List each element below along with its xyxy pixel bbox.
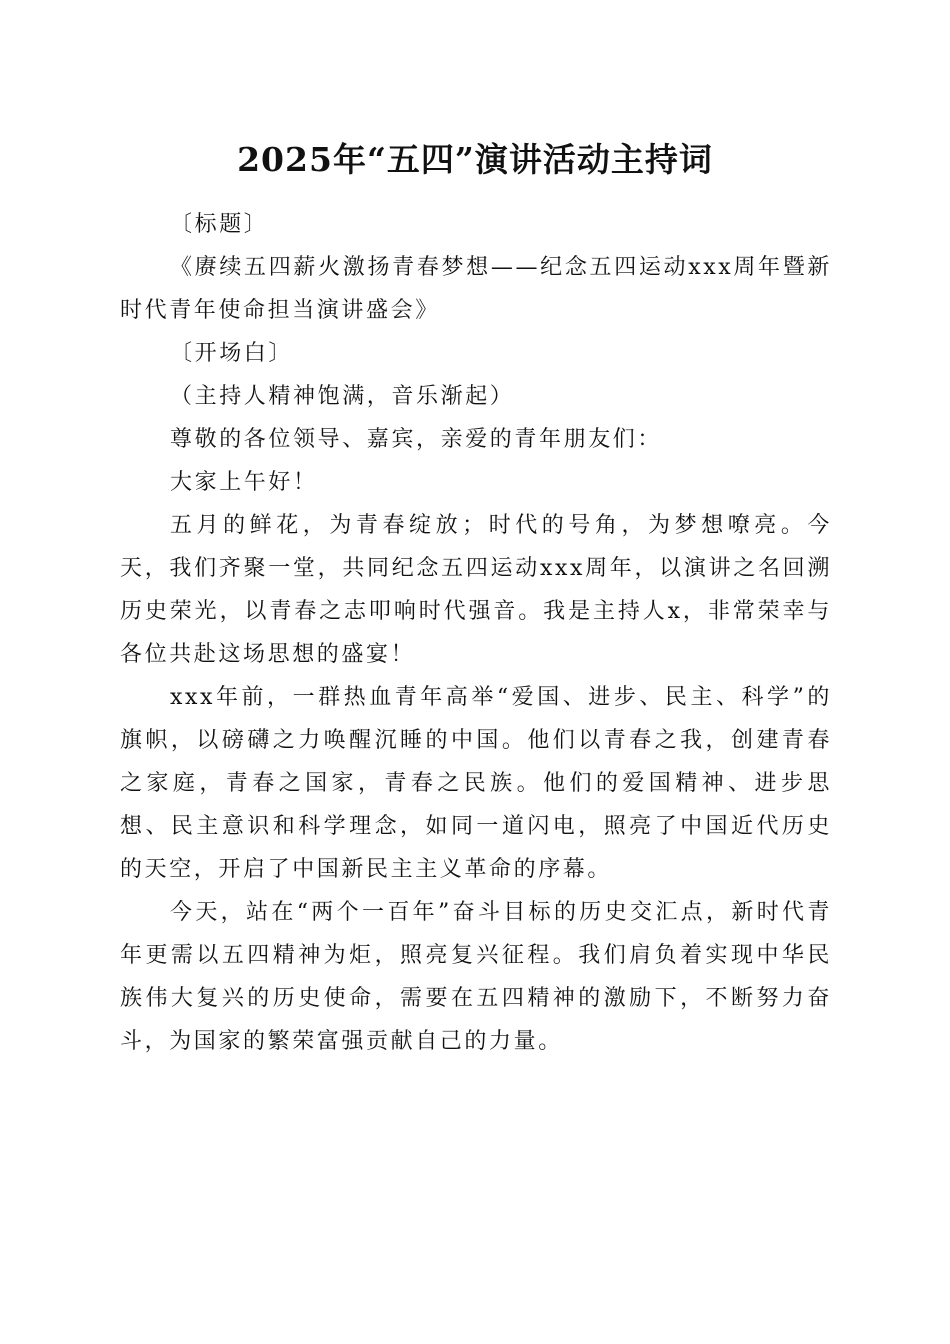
paragraph-greeting: 大家上午好！	[170, 470, 318, 495]
document-title: 2025年“五四”演讲活动主持词	[237, 140, 713, 179]
paragraph-salutation: 尊敬的各位领导、嘉宾，亲爱的青年朋友们：	[170, 427, 663, 452]
paragraph-intro: 五月的鲜花，为青春绽放；时代的号角，为梦想嘹亮。今天，我们齐聚一堂，共同纪念五四运动xxx周年，以演讲之名回溯历史荣光，以青春之志叩响时代强音。我是主持人x，非常荣幸与各位共赴这场思想的盛宴！	[120, 513, 832, 667]
paragraph-stage-direction: （主持人精神饱满，音乐渐起）	[170, 384, 515, 409]
paragraph-heading-label: 〔标题〕	[170, 212, 269, 237]
paragraph-today: 今天，站在“两个一百年”奋斗目标的历史交汇点，新时代青年更需以五四精神为炬，照亮复兴征程。我们肩负着实现中华民族伟大复兴的历史使命，需要在五四精神的激励下，不断努力奋斗，为国家的繁荣富强贡献自己的力量。	[120, 900, 832, 1054]
paragraph-event-title: 《赓续五四薪火激扬青春梦想——纪念五四运动xxx周年暨新时代青年使命担当演讲盛会》	[120, 255, 832, 323]
document-body	[120, 203, 832, 1063]
paragraph-opening-label: 〔开场白〕	[170, 341, 294, 366]
paragraph-history: xxx年前，一群热血青年高举“爱国、进步、民主、科学”的旗帜，以磅礴之力唤醒沉睡的中国。他们以青春之我，创建青春之家庭，青春之国家，青春之民族。他们的爱国精神、进步思想、民主意识和科学理念，如同一道闪电，照亮了中国近代历史的天空，开启了中国新民主主义革命的序幕。	[120, 685, 832, 882]
